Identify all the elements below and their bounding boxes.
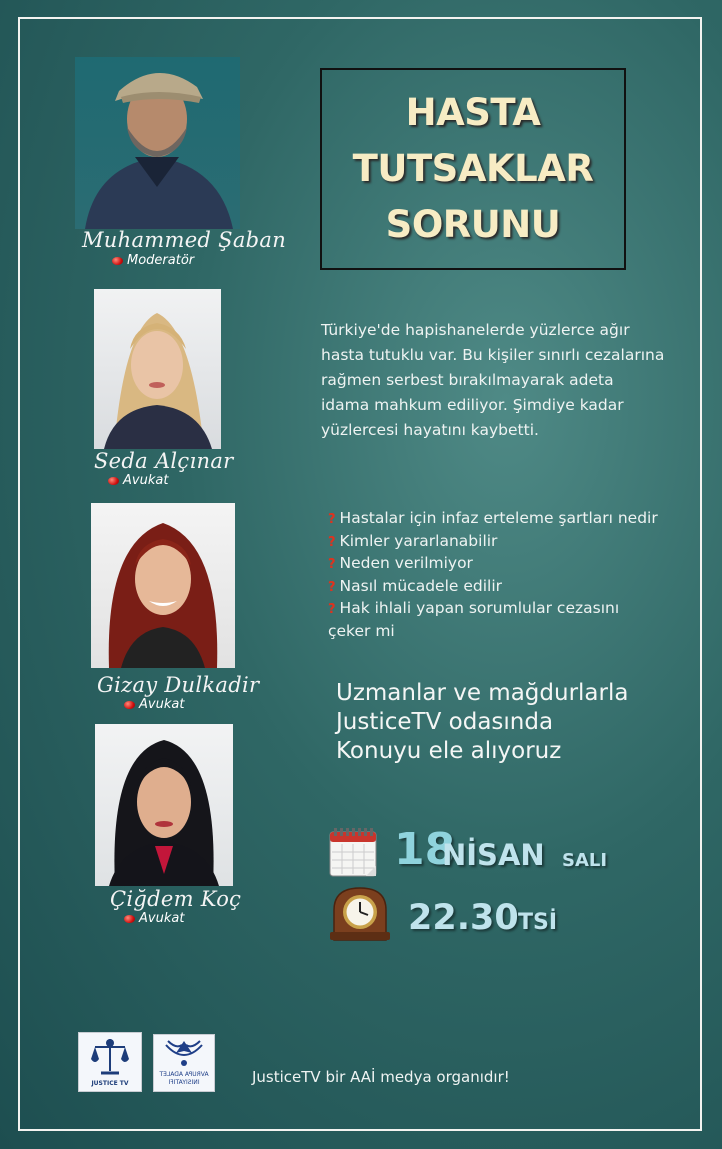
speaker-name: Çiğdem Koç — [110, 887, 242, 911]
footer-text: JusticeTV bir AAİ medya organıdır! — [252, 1068, 510, 1086]
speaker-name: Gizay Dulkadir — [97, 673, 260, 697]
aai-logo-text: İNİSİYATİFİ — [168, 1079, 200, 1086]
question-mark-icon: ? — [328, 534, 336, 550]
speaker-role — [124, 697, 184, 712]
speaker-role-label: Avukat — [139, 697, 185, 712]
speaker-role-label: Avukat — [139, 911, 185, 926]
aai-logo-text: AVRUPA ADALET — [159, 1071, 209, 1078]
speaker-role — [124, 911, 184, 926]
question-text: Nasıl mücadele edilir — [339, 576, 503, 595]
speaker-role — [108, 473, 168, 488]
question-text: Hastalar için infaz erteleme şartları nedir — [339, 509, 658, 527]
aai-logo — [153, 1034, 215, 1092]
justice-tv-logo — [78, 1032, 142, 1092]
event-day: 18 — [394, 824, 456, 875]
promo-line: JusticeTV odasında — [336, 709, 554, 735]
calendar-icon — [328, 826, 378, 878]
event-month: NİSAN — [442, 838, 545, 872]
question-text: Neden verilmiyor — [339, 554, 473, 572]
question-mark-icon: ? — [328, 512, 336, 527]
promo-line: Uzmanlar ve mağdurlarla — [336, 680, 629, 706]
event-weekday: SALI — [562, 850, 608, 871]
red-dot-icon — [112, 257, 123, 265]
speaker-photo-cigdem — [95, 724, 233, 886]
speaker-role-label: Moderatör — [127, 253, 195, 268]
title-line: TUTSAKLAR — [352, 147, 594, 190]
question-list — [328, 508, 658, 642]
speaker-name: Seda Alçınar — [94, 449, 234, 473]
question-item — [328, 576, 658, 599]
question-mark-icon: ? — [328, 579, 336, 595]
clock-icon — [328, 884, 392, 942]
description-text: Türkiye'de hapishanelerde yüzlerce ağır hasta tutuklu var. Bu kişiler sınırlı cezalarına rağmen serbest bırakılmayarak adeta idama mahkum ediliyor. Şimdiye kadar yüzlercesi hayatını kaybetti. — [321, 321, 665, 439]
speaker-role-label: Avukat — [123, 473, 169, 488]
speaker-photo-gizay — [91, 503, 235, 668]
question-item — [328, 531, 658, 554]
promo-text — [336, 679, 676, 766]
speaker-photo-muhammed — [75, 57, 240, 229]
speaker-name: Muhammed Şaban — [82, 228, 287, 252]
red-dot-icon — [108, 477, 119, 485]
title-box — [320, 68, 626, 270]
event-timezone: TSİ — [518, 910, 558, 935]
red-dot-icon — [124, 701, 135, 709]
red-dot-icon — [124, 915, 135, 923]
event-time-value: 22.30 — [408, 898, 519, 938]
question-mark-icon: ? — [328, 602, 336, 617]
justice-tv-logo-text: JUSTICE TV — [91, 1080, 129, 1087]
speaker-photo-seda — [94, 289, 221, 449]
question-text: Hak ihlali yapan sorumlular cezasını çeker mi — [328, 599, 620, 640]
question-item — [328, 508, 658, 531]
question-item — [328, 598, 658, 642]
question-item — [328, 553, 658, 576]
question-text: Kimler yararlanabilir — [339, 531, 498, 550]
title-line: HASTA — [405, 91, 541, 134]
speaker-role — [112, 253, 194, 268]
question-mark-icon: ? — [328, 557, 336, 572]
title-line: SORUNU — [385, 203, 561, 246]
promo-line: Konuyu ele alıyoruz — [336, 738, 562, 764]
